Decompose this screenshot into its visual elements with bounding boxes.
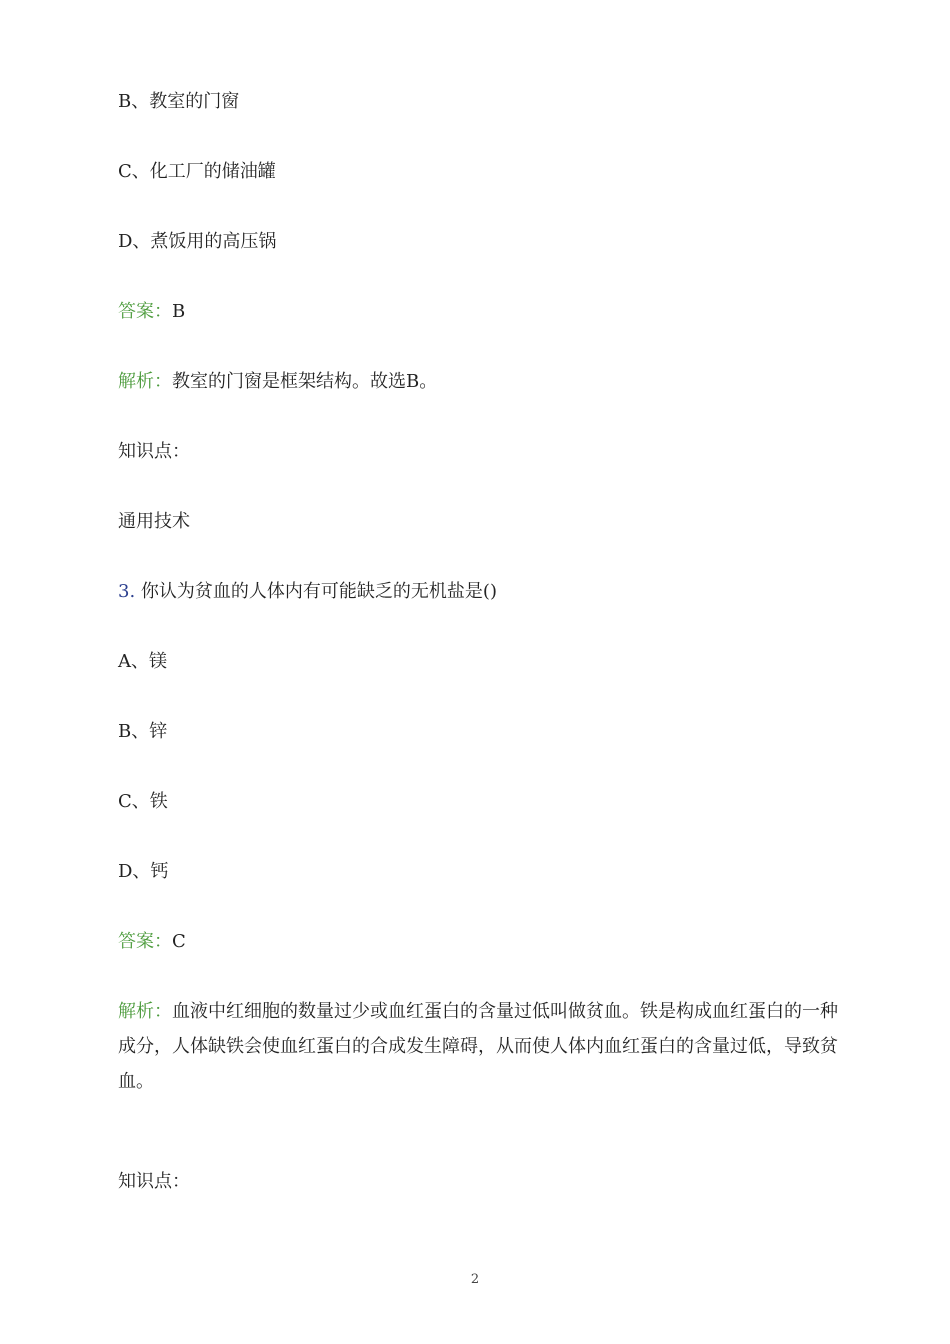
q3-analysis [118,994,838,1099]
q3-option-d: D、钙 [118,861,169,882]
q3-option-a: A、镁 [118,651,167,672]
q2-option-c: C、化工厂的储油罐 [118,161,276,182]
q3-analysis-label: 解析： [118,1001,172,1022]
q3-answer-label: 答案： [118,931,172,952]
q2-option-d: D、煮饭用的高压锅 [118,231,277,252]
q2-knowledge-value: 通用技术 [118,511,190,532]
q3-question [118,580,497,604]
q2-analysis [118,370,437,394]
page-number: 2 [470,1272,480,1287]
q2-analysis-label: 解析： [118,371,172,392]
q3-question-text: 你认为贫血的人体内有可能缺乏的无机盐是() [140,581,497,602]
q2-answer-value: B [172,301,186,322]
q3-analysis-text: 血液中红细胞的数量过少或血红蛋白的含量过低叫做贫血。铁是构成血红蛋白的一种成分，人体缺铁会使血红蛋白的合成发生障碍，从而使人体内血红蛋白的含量过低，导致贫血。 [118,1001,838,1092]
q3-option-c: C、铁 [118,791,168,812]
q3-answer [118,930,186,954]
q3-answer-value: C [172,931,186,952]
q3-knowledge-label: 知识点： [118,1171,190,1192]
q3-number: 3. [118,581,136,602]
q3-option-b: B、锌 [118,721,168,742]
q2-answer-label: 答案： [118,301,172,322]
q2-answer [118,300,185,324]
q2-knowledge-label: 知识点： [118,441,190,462]
q2-option-b: B、教室的门窗 [118,91,240,112]
q2-analysis-text: 教室的门窗是框架结构。故选B。 [172,371,438,392]
